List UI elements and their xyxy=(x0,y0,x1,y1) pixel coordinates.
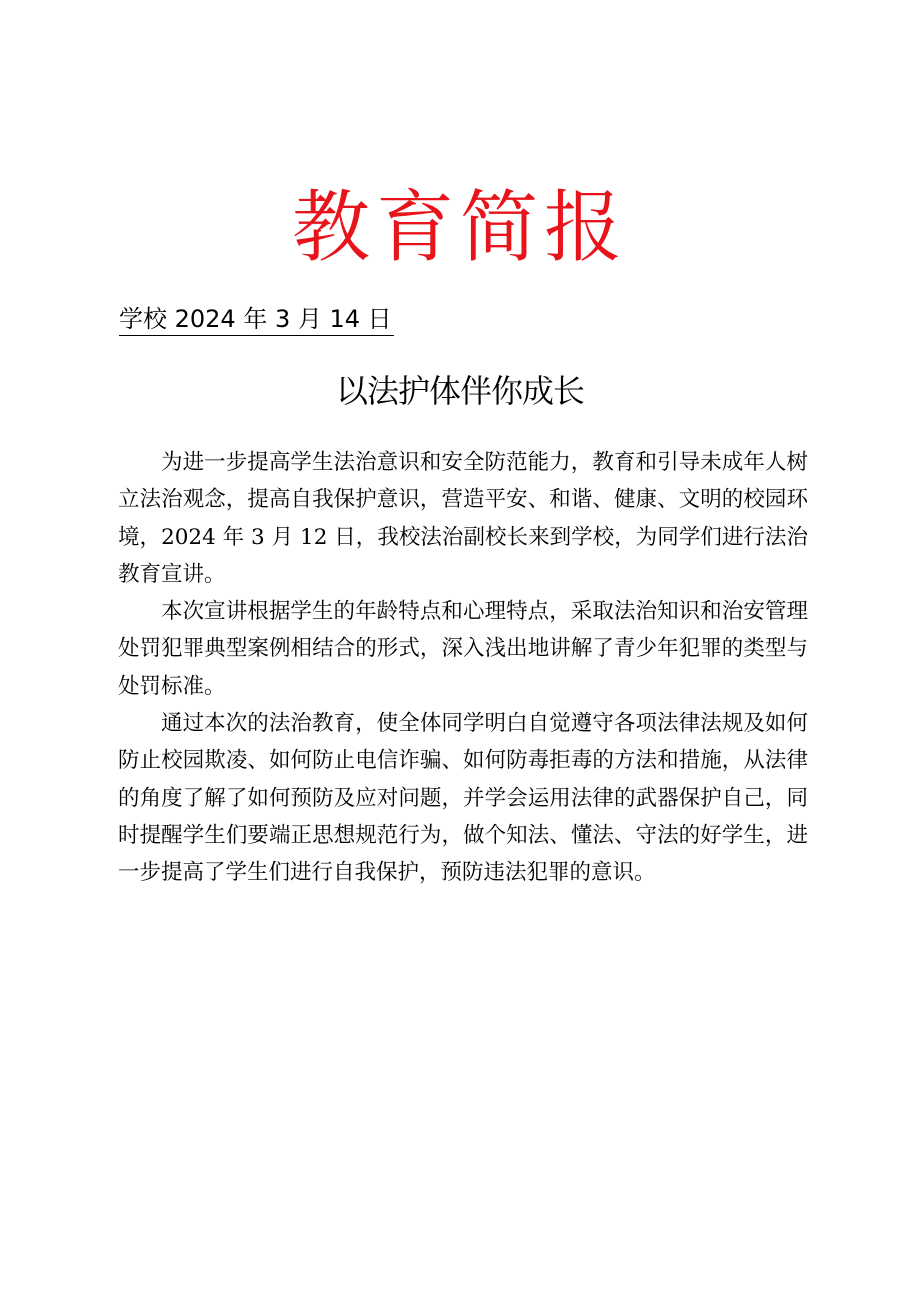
article-paragraph-2: 本次宣讲根据学生的年龄特点和心理特点，采取法治知识和治安管理处罚犯罪典型案例相结合的形式，深入浅出地讲解了青少年犯罪的类型与处罚标准。 xyxy=(118,599,808,699)
article-paragraph-1: 为进一步提高学生法治意识和安全防范能力，教育和引导未成年人树立法治观念，提高自我保护意识，营造平安、和谐、健康、文明的校园环境，2024 年 3 月 12 日，我校法治副校长来到学校，为同学们进行法治教育宣讲。 xyxy=(118,450,808,587)
article-paragraph-3: 通过本次的法治教育，使全体同学明白自觉遵守各项法律法规及如何防止校园欺凌、如何防止电信诈骗、如何防毒拒毒的方法和措施，从法律的角度了解了如何预防及应对问题，并学会运用法律的武器保护自己，同时提醒学生们要端正思想规范行为，做个知法、懂法、守法的好学生，进一步提高了学生们进行自我保护，预防违法犯罪的意识。 xyxy=(118,711,808,886)
school-dateline: 学校 2024 年 3 月 14 日 xyxy=(119,303,394,336)
article-body xyxy=(118,444,808,892)
newsletter-masthead: 教育简报 xyxy=(291,183,628,273)
article-title: 以法护体伴你成长 xyxy=(335,372,584,410)
